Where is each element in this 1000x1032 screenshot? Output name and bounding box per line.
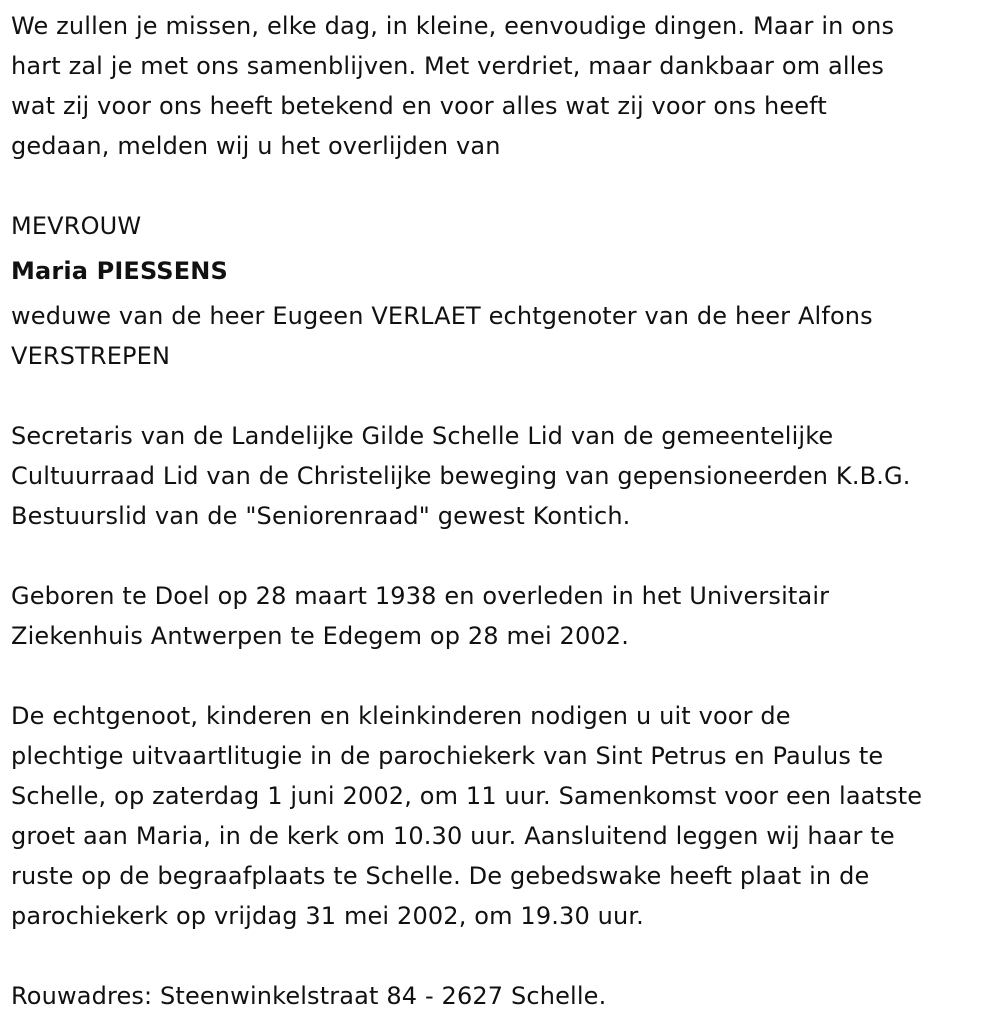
address-paragraph [11,976,988,1016]
funeral-line: Schelle, op zaterdag 1 juni 2002, om 11 uur. Samenkomst voor een laatste [11,782,923,810]
birth-death-line: Ziekenhuis Antwerpen te Edegem op 28 mei 2002. [11,622,629,650]
spouse-line: weduwe van de heer Eugeen VERLAET echtgenoter van de heer Alfons [11,302,873,330]
spouse-line: VERSTREPEN [11,342,171,370]
funeral-line: De echtgenoot, kinderen en kleinkinderen nodigen u uit voor de [11,702,791,730]
intro-line: We zullen je missen, elke dag, in kleine, eenvoudige dingen. Maar in ons [11,12,895,40]
intro-line: gedaan, melden wij u het overlijden van [11,132,501,160]
address-line: Rouwadres: Steenwinkelstraat 84 - 2627 Schelle. [11,982,607,1010]
funeral-line: plechtige uitvaartlitugie in de parochiekerk van Sint Petrus en Paulus te [11,742,884,770]
memberships-line: Bestuurslid van de "Seniorenraad" gewest Kontich. [11,502,631,530]
birth-death-line: Geboren te Doel op 28 maart 1938 en overleden in het Universitair [11,582,830,610]
intro-line: hart zal je met ons samenblijven. Met verdriet, maar dankbaar om alles [11,52,885,80]
memberships-paragraph [11,416,988,536]
intro-line: wat zij voor ons heeft betekend en voor alles wat zij voor ons heeft [11,92,827,120]
memberships-line: Cultuurraad Lid van de Christelijke beweging van gepensioneerden K.B.G. [11,462,911,490]
funeral-line: ruste op de begraafplaats te Schelle. De gebedswake heeft plaat in de [11,862,870,890]
funeral-line: parochiekerk op vrijdag 31 mei 2002, om 19.30 uur. [11,902,644,930]
birth-death-paragraph [11,576,988,656]
funeral-line: groet aan Maria, in de kerk om 10.30 uur. Aansluitend leggen wij haar te [11,822,895,850]
salutation: MEVROUW [11,212,142,240]
memberships-line: Secretaris van de Landelijke Gilde Schelle Lid van de gemeentelijke [11,422,834,450]
deceased-name: Maria PIESSENS [11,257,228,285]
intro-paragraph [11,6,988,166]
funeral-paragraph [11,696,988,936]
spouse-paragraph [11,296,988,376]
